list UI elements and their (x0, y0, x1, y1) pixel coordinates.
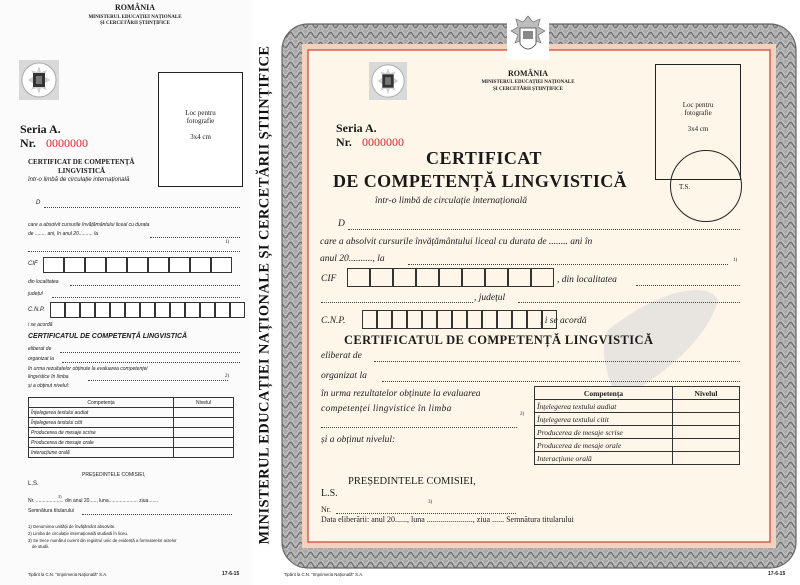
cert-judetul: , județul (474, 293, 506, 303)
cert-presedinte: PREȘEDINTELE COMISIEI, (348, 476, 476, 487)
cert-table-cell: Producerea de mesaje orale (535, 439, 673, 452)
cert-cif-label: CIF (321, 274, 337, 284)
cert-photo-line1: Loc pentru (682, 101, 714, 109)
cert-eliberat-line (374, 361, 740, 362)
table-row (29, 438, 234, 448)
cert-nr-line: Nr. (321, 505, 331, 514)
stub-competency-table (28, 397, 234, 458)
table-row (29, 418, 234, 428)
stub-organizat: organizat la (28, 356, 54, 362)
stub-table-header-row (29, 398, 234, 408)
cert-table-level-cell (673, 400, 740, 413)
cert-judet-line (518, 302, 740, 303)
cert-table-level-cell (673, 426, 740, 439)
cert-table-level-cell (673, 439, 740, 452)
stub-presedinte: PREȘEDINTELE COMISIEI, (82, 472, 146, 478)
stub-nr-line: Nr. .................... din anul 20....., luna..................... ziua....... (28, 498, 159, 504)
stub-semnatura-line (82, 514, 232, 515)
stub-footnote3: 3) Se trece numărul curent din registrul unic de evidență a formularelor actelor (28, 538, 177, 543)
cert-organizat-line (382, 381, 740, 382)
cert-table-header-row (535, 387, 740, 400)
cert-title-line1: CERTIFICAT (426, 148, 543, 168)
cert-photo-line2: fotografie (684, 109, 712, 117)
stub-cif-label: CIF (28, 261, 38, 267)
cert-la-line (408, 264, 728, 265)
stub-table-level-cell (174, 428, 234, 438)
cert-table-header-nivelul: Nivelul (673, 387, 740, 400)
cert-se-acorda: , i se acordă (540, 316, 587, 326)
cert-subtitle: într-o limbă de circulație internațională (375, 196, 527, 206)
stub-ministry-line1: MINISTERUL EDUCAȚIEI NAȚIONALE (88, 15, 182, 20)
cert-country: ROMÂNIA (508, 69, 548, 78)
cert-limba-line (321, 427, 517, 428)
stub-semnatura: Semnătura titularului (28, 508, 74, 514)
cert-note2: 2) (520, 412, 525, 417)
stub-ministry-line2: ȘI CERCETĂRII ȘTIINȚIFICE (99, 21, 171, 26)
cert-table-cell: Înțelegerea textului citit (535, 413, 673, 426)
stub-footnote3b: de studii. (32, 544, 50, 549)
cert-note1: 1) (733, 258, 738, 263)
stub-d-label: D (36, 200, 41, 206)
stub-emblem-icon (19, 60, 59, 100)
stub-table-header-nivelul: Nivelul (174, 398, 234, 408)
stub-country: ROMÂNIA (115, 3, 155, 12)
cert-nivel: și a obținut nivelul: (321, 435, 396, 445)
stub-eliberat: eliberat de (28, 346, 52, 352)
cert-printer: Tipărit la C.N. "Imprimeria Națională" S.A. (284, 572, 364, 577)
cert-nr-label: Nr. (336, 135, 352, 149)
stub-la-line (150, 237, 240, 238)
stub-table-cell: Înțelegerea textului audiat (29, 408, 174, 418)
stub-title-line1: CERTIFICAT DE COMPETENȚĂ (28, 158, 135, 166)
cert-urma2: competenței lingvistice în limba (321, 404, 452, 414)
table-row (535, 426, 740, 439)
cert-ts: T.S. (679, 183, 691, 191)
stub-note1: 1) (225, 240, 230, 245)
stub-organizat-line (62, 362, 240, 363)
cert-organizat: organizat la (321, 371, 367, 381)
cert-table-header-competenta: Competența (535, 387, 673, 400)
stub-code: 17-6-15 (222, 571, 240, 577)
table-row (29, 448, 234, 458)
stub-table-level-cell (174, 448, 234, 458)
cert-absolvit: care a absolvit cursurile învățământului liceal cu durata de ........ ani în (320, 237, 593, 247)
stub-subtitle: într-o limbă de circulație internațională (28, 177, 130, 183)
cert-seria: Seria A. (336, 121, 377, 135)
table-row (535, 439, 740, 452)
stub-ls: L.S. (28, 481, 39, 487)
stub-note3: 3) (58, 494, 62, 499)
cert-eliberat: eliberat de (321, 351, 362, 361)
cert-title-line2: DE COMPETENȚĂ LINGVISTICĂ (333, 171, 628, 191)
cert-nr-dots (336, 513, 516, 514)
cert-nr-value: 0000000 (362, 135, 404, 149)
cert-competency-table (534, 386, 740, 465)
stub-table-header-competenta: Competența (29, 398, 174, 408)
stub-urma2: lingvistice în limba (28, 374, 69, 380)
cert-photo-line3: 3x4 cm (687, 125, 709, 133)
stub-de-ani: de ........ ani, în anul 20.......... la (28, 231, 99, 237)
cert-cnp-boxes (362, 310, 557, 329)
table-row (29, 408, 234, 418)
cert-ls: L.S. (321, 488, 338, 499)
stub-se-acorda: i se acordă (28, 322, 53, 328)
stub-nr-label: Nr. (20, 136, 36, 150)
stub-absolvit: care a absolvit cursurile învățământului liceal cu durata (28, 222, 150, 228)
stub-eliberat-line (60, 352, 240, 353)
stub-note2: 2) (225, 374, 230, 379)
stub-table-cell: Înțelegerea textului citit (29, 418, 174, 428)
cert-d-label: D (338, 219, 345, 229)
stub-certificatul: CERTIFICATUL DE COMPETENȚĂ LINGVISTICĂ (28, 333, 188, 340)
cert-certificatul: CERTIFICATUL DE COMPETENȚĂ LINGVISTICĂ (344, 333, 654, 347)
stub-urma1: în urma rezultatelor obținute la evaluarea competenței (28, 366, 148, 372)
stub-cnp-boxes (50, 302, 245, 318)
stub-judet-line (52, 297, 240, 298)
stub-seria: Seria A. (20, 122, 61, 136)
stub-din-localitatea: din localitatea (28, 279, 59, 285)
stub-cnp-label: C.N.P. (28, 307, 45, 313)
spine-vertical-text: MINISTERUL EDUCAȚIEI NAȚIONALE ȘI CERCETĂRII ȘTIINȚIFICE (256, 45, 273, 545)
stub-limba-line (88, 380, 228, 381)
cert-urma1: în urma rezultatelor obținute la evaluarea (321, 389, 481, 399)
stub-judetul: județul (28, 291, 43, 297)
stub-footnote2: 2) Limba de circulație internațională studiată în liceu. (28, 531, 129, 536)
stub-title-line2: LINGVISTICĂ (58, 167, 106, 175)
stub-table-level-cell (174, 438, 234, 448)
stub-table-level-cell (174, 418, 234, 428)
stub-photo-placeholder (158, 72, 243, 187)
cert-localitate-line (636, 285, 740, 286)
stub-table-cell: Interacțiune orală (29, 448, 174, 458)
cert-din-localitatea: , din localitatea (557, 275, 617, 285)
cert-emblem-icon (369, 62, 407, 100)
table-row (535, 413, 740, 426)
stub-d-line (44, 207, 240, 208)
stub-table-cell: Producerea de mesaje orale (29, 438, 174, 448)
stub-cif-boxes (43, 257, 232, 273)
cert-table-cell: Interacțiune orală (535, 452, 673, 465)
stub-footnote1: 1) Denumirea unității de învățământ absolvite. (28, 524, 116, 529)
stub-table-cell: Producerea de mesaje scrise (29, 428, 174, 438)
cert-table-level-cell (673, 452, 740, 465)
cert-code: 17-6-15 (768, 571, 786, 577)
cert-cnp-label: C.N.P. (321, 316, 346, 326)
cert-anul: anul 20.........., la (320, 254, 385, 264)
cert-table-cell: Înțelegerea textului audiat (535, 400, 673, 413)
cert-judet-pre-line (321, 302, 473, 303)
cert-d-line (348, 229, 740, 230)
cert-ministry-line2: ȘI CERCETĂRII ȘTIINȚIFICE (492, 87, 564, 92)
table-row (535, 452, 740, 465)
cert-data-line: Data eliberării: anul 20......, luna ......................., ziua ...... Semnătura titularului (321, 515, 574, 524)
stub-blank-line (28, 251, 240, 252)
cert-cif-boxes (347, 268, 554, 287)
certificate (278, 0, 800, 585)
cert-table-level-cell (673, 413, 740, 426)
stub-nivel: și a obținut nivelul: (28, 383, 70, 389)
stub-localitate-line (70, 285, 240, 286)
cert-ministry-line1: MINISTERUL EDUCAȚIEI NAȚIONALE (481, 80, 575, 85)
stub-photo-line2: fotografie (186, 117, 215, 125)
table-row (535, 400, 740, 413)
cert-table-cell: Producerea de mesaje scrise (535, 426, 673, 439)
stub-table-level-cell (174, 408, 234, 418)
table-row (29, 428, 234, 438)
coat-of-arms-icon (507, 14, 549, 60)
stub-counterfoil (0, 0, 252, 585)
stub-photo-line3: 3x4 cm (190, 133, 211, 141)
stub-photo-line1: Loc pentru (185, 109, 216, 117)
stub-printer: Tipărit la C.N. "Imprimeria Națională" S.A. (28, 572, 108, 577)
cert-note3: 3) (428, 500, 433, 505)
stub-nr-value: 0000000 (46, 136, 88, 150)
